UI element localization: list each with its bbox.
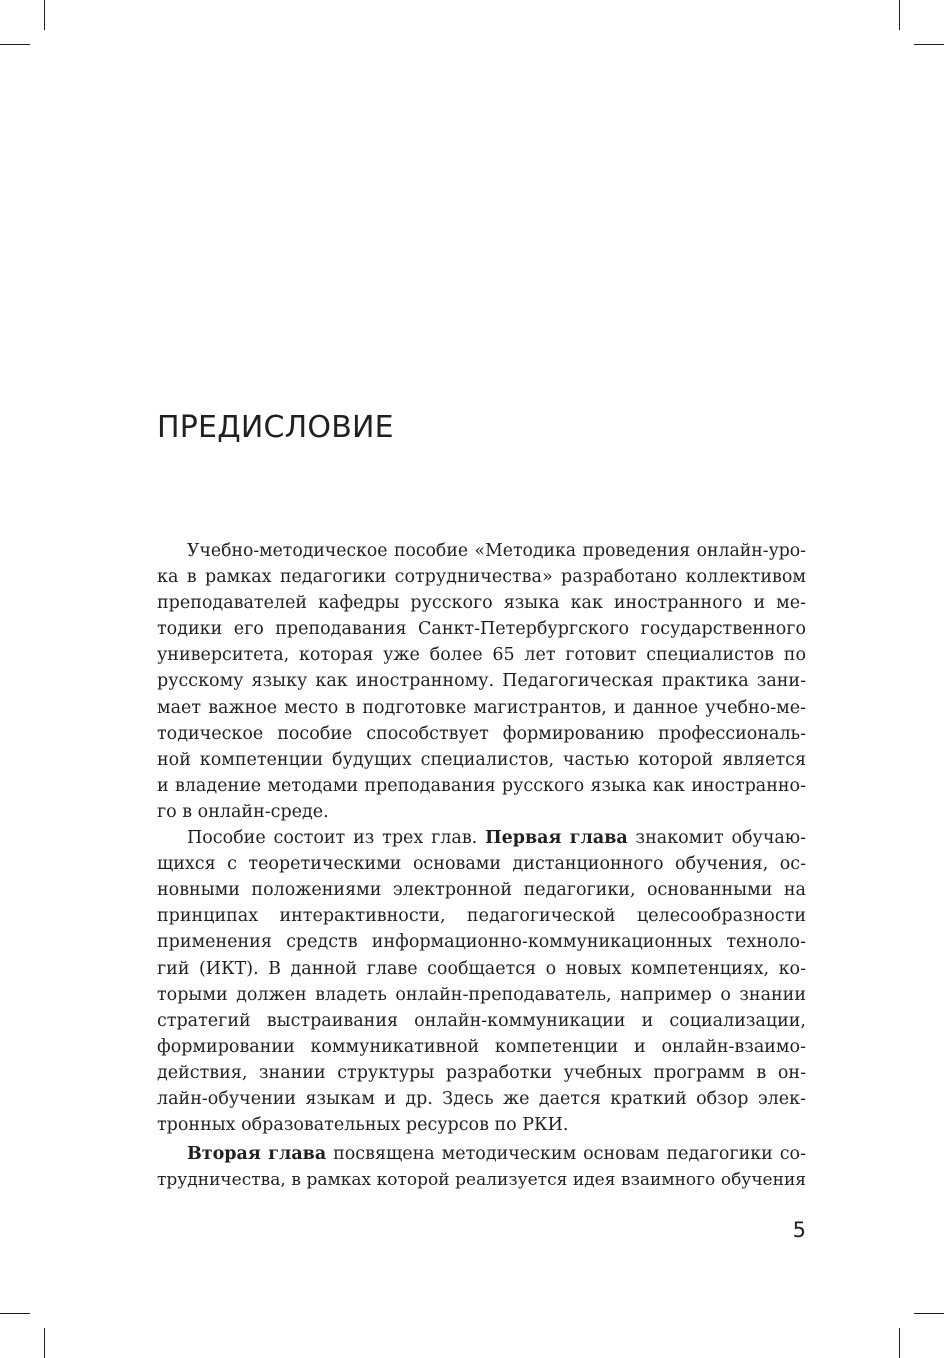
text-line: ной компетенции будущих специалистов, частью которой является (157, 749, 806, 770)
text-line: тронных образовательных ресурсов по РКИ. (157, 1115, 569, 1136)
text-line: русскому языку как иностранному. Педагогическая практика зани- (157, 671, 806, 692)
text-line: щихся с теоретическими основами дистанционного обучения, ос- (157, 854, 806, 875)
text-run: Пособие состоит из трех глав. (187, 828, 486, 849)
page-number: 5 (792, 1218, 806, 1242)
text-line (157, 1141, 806, 1167)
text-run: знакомит обучаю- (627, 828, 806, 849)
text-line: го в онлайн-среде. (157, 801, 329, 822)
bold-term: Первая глава (485, 828, 628, 849)
crop-mark (0, 44, 30, 45)
text-line: принципах интерактивности, педагогической целесообразности (157, 906, 806, 927)
text-line: гий (ИКТ). В данной главе сообщается о новых компетенциях, ко- (157, 958, 806, 979)
body-text (157, 538, 806, 1193)
crop-mark (0, 1313, 30, 1314)
crop-mark (44, 0, 45, 30)
text-line: ка в рамках педагогики сотрудничества» разработано коллективом (157, 567, 806, 588)
crop-mark (914, 1313, 944, 1314)
crop-mark (44, 1328, 45, 1358)
bold-term: Вторая глава (187, 1144, 327, 1165)
page-title: ПРЕДИСЛОВИЕ (157, 410, 394, 445)
text-line: тодики его преподавания Санкт-Петербургского государственного (157, 619, 806, 640)
crop-mark (914, 44, 944, 45)
text-line: трудничества, в рамках которой реализуется идея взаимного обучения (157, 1170, 806, 1191)
text-run: посвящена методическим основам педагогики со- (326, 1144, 807, 1165)
text-line: мает важное место в подготовке магистрантов, и данное учебно-ме- (157, 697, 806, 718)
text-line: стратегий выстраивания онлайн-коммуникации и социализации, (157, 1010, 806, 1031)
text-line: Учебно-методическое пособие «Методика проведения онлайн-уро- (187, 541, 806, 561)
text-line: тодическое пособие способствует формированию профессиональ- (157, 723, 806, 744)
text-line: торыми должен владеть онлайн-преподаватель, например о знании (157, 984, 806, 1005)
text-line: преподавателей кафедры русского языка как иностранного и ме- (157, 593, 806, 614)
text-line: лайн-обучении языкам и др. Здесь же дается краткий обзор элек- (157, 1088, 806, 1109)
text-line: действия, знании структуры разработки учебных программ в он- (157, 1062, 806, 1083)
text-line: и владение методами преподавания русского языка как иностранно- (157, 775, 806, 796)
text-line: университета, которая уже более 65 лет готовит специалистов по (157, 645, 806, 666)
text-line (157, 825, 806, 851)
crop-mark (899, 1328, 900, 1358)
text-line: применения средств информационно-коммуникационных техноло- (157, 932, 806, 953)
text-line: формировании коммуникативной компетенции и онлайн-взаимо- (157, 1036, 806, 1057)
text-line: новными положениями электронной педагогики, основанными на (157, 880, 806, 901)
crop-mark (899, 0, 900, 30)
